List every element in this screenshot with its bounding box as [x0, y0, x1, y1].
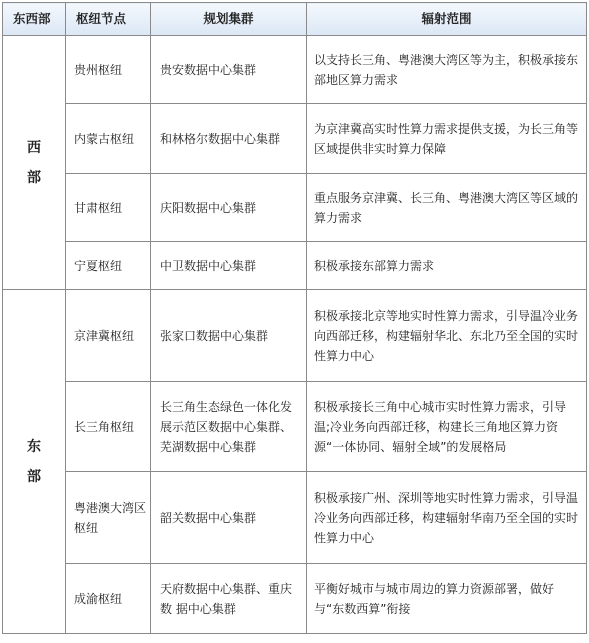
header-row — [3, 3, 587, 36]
hub-cell: 成渝枢纽 — [66, 564, 151, 634]
cluster-cell: 庆阳数据中心集群 — [151, 174, 307, 242]
hub-table — [2, 2, 587, 634]
table-row — [3, 174, 587, 242]
hub-cell: 京津冀枢纽 — [66, 290, 151, 382]
scope-cell: 积极承接广州、深圳等地实时性算力需求，引导温冷业务向西部迁移，构建辐射华南乃至全国的实时性算力中心 — [307, 472, 587, 564]
scope-cell: 积极承接东部算力需求 — [307, 242, 587, 290]
hub-cell: 长三角枢纽 — [66, 382, 151, 472]
header-scope: 辐射范围 — [307, 3, 587, 36]
hub-cell: 内蒙古枢纽 — [66, 104, 151, 174]
region-east-char2: 部 — [27, 468, 41, 485]
table-row — [3, 290, 587, 382]
header-cluster: 规划集群 — [151, 3, 307, 36]
region-west-char2: 部 — [27, 169, 41, 186]
cluster-cell: 韶关数据中心集群 — [151, 472, 307, 564]
hub-cell: 宁夏枢纽 — [66, 242, 151, 290]
header-region: 东西部 — [3, 3, 66, 36]
hub-cell: 粤港澳大湾区枢纽 — [66, 472, 151, 564]
scope-cell: 积极承接长三角中心城市实时性算力需求，引导温;冷业务向西部迁移，构建长三角地区算力资源“一体协同、辐射全域”的发展格局 — [307, 382, 587, 472]
table-row — [3, 382, 587, 472]
region-west-cell — [3, 36, 66, 290]
region-east-cell — [3, 290, 66, 634]
table-row — [3, 472, 587, 564]
scope-cell: 以支持长三角、粤港澳大湾区等为主，积极承接东部地区算力需求 — [307, 36, 587, 104]
scope-cell: 为京津冀高实时性算力需求提供支援，为长三角等区域提供非实时算力保障 — [307, 104, 587, 174]
hub-cell: 贵州枢纽 — [66, 36, 151, 104]
scope-cell: 重点服务京津冀、长三角、粤港澳大湾区等区域的算力需求 — [307, 174, 587, 242]
scope-cell: 平衡好城市与城市周边的算力资源部署，做好与“东数西算”衔接 — [307, 564, 587, 634]
header-hub: 枢纽节点 — [66, 3, 151, 36]
cluster-cell: 贵安数据中心集群 — [151, 36, 307, 104]
table-row — [3, 104, 587, 174]
cluster-cell: 和林格尔数据中心集群 — [151, 104, 307, 174]
cluster-cell: 长三角生态绿色一体化发展示范区数据中心集群、芜湖数据中心集群 — [151, 382, 307, 472]
table-row — [3, 36, 587, 104]
scope-cell: 积极承接北京等地实时性算力需求，引导温冷业务向西部迁移，构建辐射华北、东北乃至全国的实时性算力中心 — [307, 290, 587, 382]
region-east-char1: 东 — [27, 438, 41, 455]
cluster-cell: 张家口数据中心集群 — [151, 290, 307, 382]
cluster-cell: 天府数据中心集群、重庆数 据中心集群 — [151, 564, 307, 634]
cluster-cell: 中卫数据中心集群 — [151, 242, 307, 290]
hub-cell: 甘肃枢纽 — [66, 174, 151, 242]
table-row — [3, 564, 587, 634]
region-west-char1: 西 — [27, 139, 41, 156]
table-row — [3, 242, 587, 290]
